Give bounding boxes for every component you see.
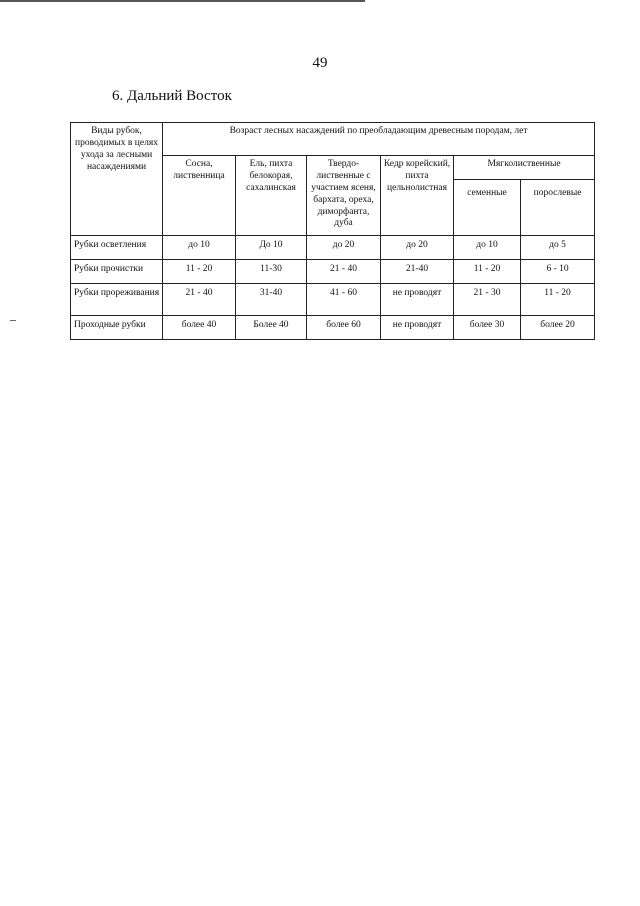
table-cell: 11 - 20	[454, 260, 521, 284]
table-cell: не проводят	[381, 284, 454, 316]
table-cell: более 40	[163, 316, 236, 340]
header-row	[71, 123, 595, 156]
row-header-cell: Виды рубок, проводимых в целях ухода за лесными насаждениями	[71, 123, 163, 236]
table-row	[71, 236, 595, 260]
table-cell: 21-40	[381, 260, 454, 284]
row-label: Рубки прочистки	[71, 260, 163, 284]
species-header-cell: Сосна, лиственница	[163, 156, 236, 236]
table-cell: более 30	[454, 316, 521, 340]
margin-mark	[10, 320, 16, 321]
table-cell: До 10	[236, 236, 307, 260]
table-cell: 21 - 40	[163, 284, 236, 316]
table-cell: Более 40	[236, 316, 307, 340]
table-cell: более 60	[307, 316, 381, 340]
table-cell: до 20	[381, 236, 454, 260]
row-label: Проходные рубки	[71, 316, 163, 340]
table-cell: до 20	[307, 236, 381, 260]
table-cell: до 10	[163, 236, 236, 260]
table-cell: более 20	[521, 316, 595, 340]
table-cell: 21 - 40	[307, 260, 381, 284]
row-label: Рубки прореживания	[71, 284, 163, 316]
top-rule	[0, 0, 365, 2]
soft-sub-header-cell: порослевые	[521, 180, 595, 236]
table-cell: 11 - 20	[163, 260, 236, 284]
soft-sub-header-cell: семенные	[454, 180, 521, 236]
row-label: Рубки осветления	[71, 236, 163, 260]
forest-care-table	[70, 122, 595, 340]
age-header-cell: Возраст лесных насаждений по преобладающим древесным породам, лет	[163, 123, 595, 156]
table-cell: до 10	[454, 236, 521, 260]
table-cell: 41 - 60	[307, 284, 381, 316]
table-row	[71, 316, 595, 340]
page-number: 49	[312, 55, 328, 71]
species-header-cell: Твердо-лиственные с участием ясеня, бархата, ореха, диморфанта, дуба	[307, 156, 381, 236]
table-cell: 11-30	[236, 260, 307, 284]
species-header-cell: Ель, пихта белокорая, сахалинская	[236, 156, 307, 236]
table-cell: до 5	[521, 236, 595, 260]
soft-header-cell: Мягколиственные	[454, 156, 595, 180]
table-row	[71, 260, 595, 284]
table-cell: 11 - 20	[521, 284, 595, 316]
table-cell: не проводят	[381, 316, 454, 340]
table-cell: 21 - 30	[454, 284, 521, 316]
species-header-cell: Кедр корейский, пихта цельнолистная	[381, 156, 454, 236]
table-row	[71, 284, 595, 316]
section-heading: 6. Дальний Восток	[112, 88, 232, 104]
table-cell: 6 - 10	[521, 260, 595, 284]
table-cell: 31-40	[236, 284, 307, 316]
